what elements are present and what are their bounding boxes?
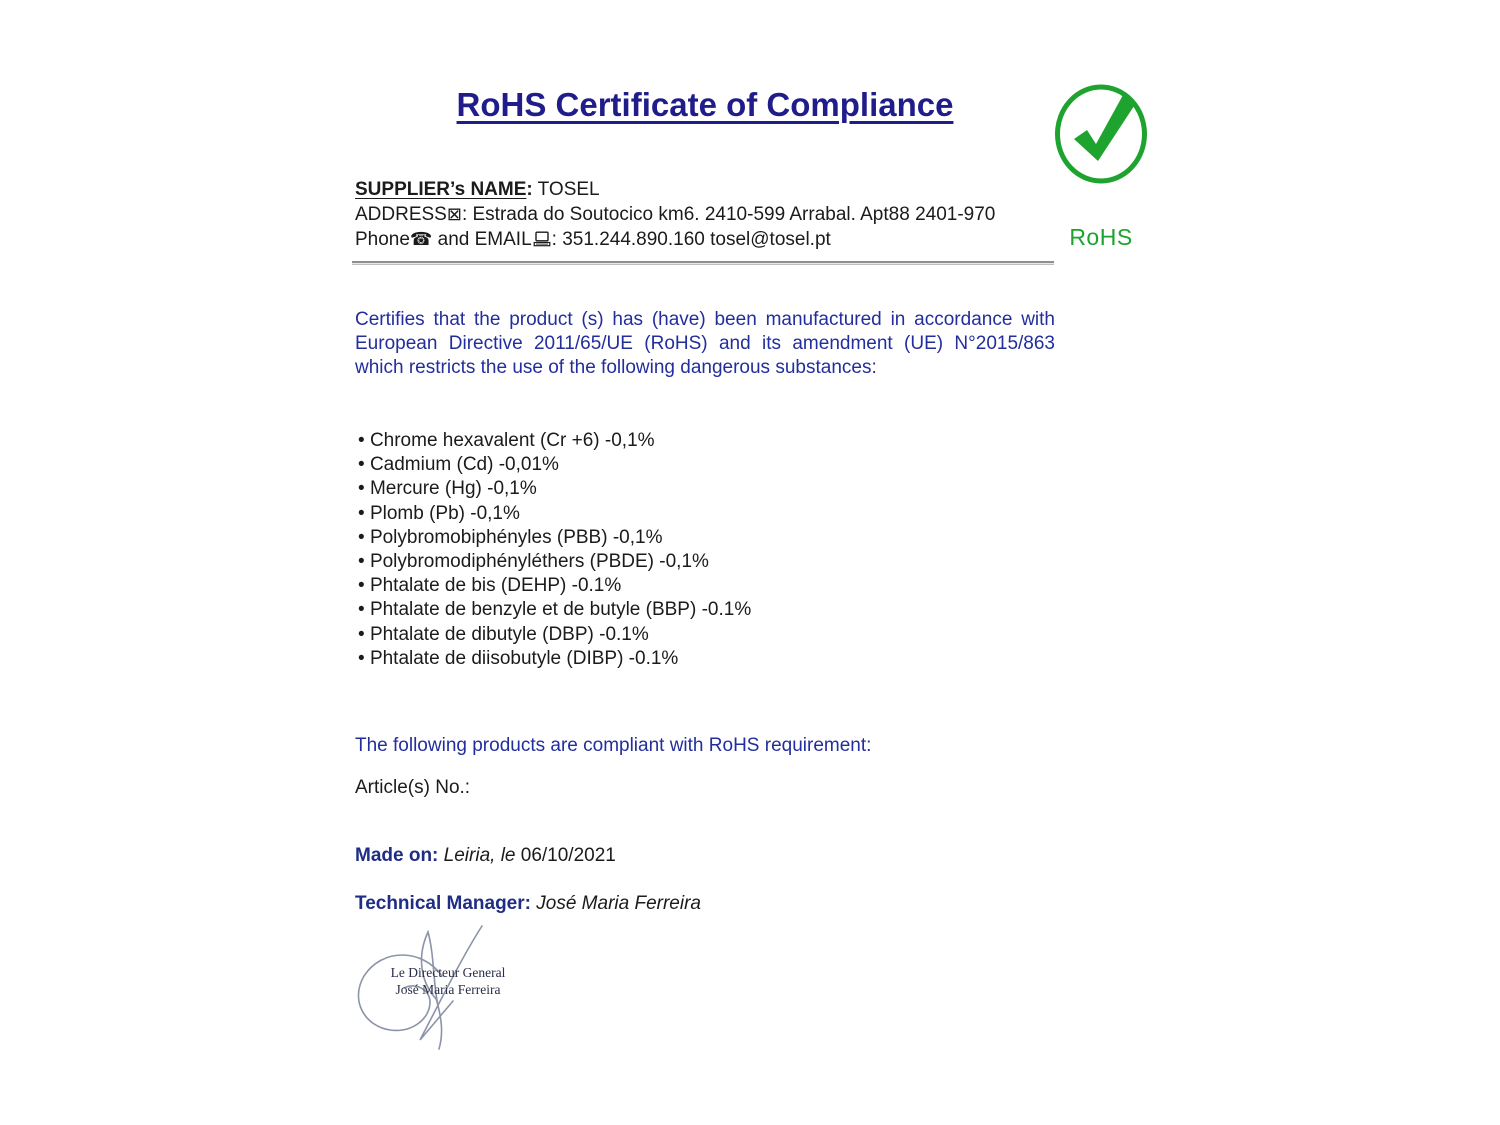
- rohs-logo-check-icon: [1054, 84, 1148, 184]
- made-on-date: 06/10/2021: [520, 845, 616, 866]
- supplier-address-line: [355, 202, 1055, 227]
- substance-item: • Phtalate de bis (DEHP) -0.1%: [358, 574, 1048, 598]
- made-on-line: [355, 845, 1055, 867]
- address-value: : Estrada do Soutocico km6. 2410-599 Arrabal. Apt88 2401-970: [461, 204, 996, 225]
- made-on-label: Made on:: [355, 845, 439, 866]
- products-compliant-line: The following products are compliant with RoHS requirement:: [355, 735, 872, 756]
- page-title: RoHS Certificate of Compliance: [456, 86, 954, 123]
- certification-paragraph: Certifies that the product (s) has (have) been manufactured in accordance with European Directive 2011/65/UE (RoHS) and its amendment (UE) N°2015/863 which restricts the use of the following dangerous substances:: [355, 309, 1055, 379]
- substance-item: • Phtalate de benzyle et de butyle (BBP) -0.1%: [358, 598, 1048, 622]
- signature-block: [350, 918, 520, 1058]
- address-label: ADDRESS: [355, 204, 447, 225]
- divider-rule: [352, 261, 1054, 265]
- signature-text: [388, 965, 508, 998]
- technical-manager-value: José Maria Ferreira: [530, 893, 701, 914]
- technical-manager-line: [355, 893, 1055, 915]
- phone-label: Phone: [355, 229, 410, 250]
- title-row: [355, 86, 1055, 124]
- substances-list: [358, 429, 1048, 671]
- supplier-name-colon: :: [526, 179, 533, 200]
- article-number-label: Article(s) No.:: [355, 777, 471, 798]
- signature-line2: José Maria Ferreira: [395, 981, 501, 997]
- rohs-logo: [1054, 84, 1148, 250]
- phone-icon: ☎: [409, 229, 433, 249]
- substance-item: • Polybromobiphényles (PBB) -0,1%: [358, 526, 1048, 550]
- signature-line1: Le Directeur General: [390, 965, 506, 980]
- supplier-name-line: [355, 178, 1055, 202]
- supplier-block: [355, 178, 1055, 252]
- envelope-icon: ⊠: [446, 204, 462, 224]
- made-on-place: Leiria, le: [438, 845, 521, 866]
- substance-item: • Polybromodiphényléthers (PBDE) -0,1%: [358, 550, 1048, 574]
- contact-value: : 351.244.890.160 tosel@tosel.pt: [551, 229, 831, 250]
- substance-item: • Cadmium (Cd) -0,01%: [358, 453, 1048, 477]
- substance-item: • Mercure (Hg) -0,1%: [358, 477, 1048, 501]
- substance-item: • Phtalate de dibutyle (DBP) -0.1%: [358, 623, 1048, 647]
- supplier-name-label: SUPPLIER’s NAME: [355, 179, 527, 200]
- substance-item: • Phtalate de diisobutyle (DIBP) -0.1%: [358, 647, 1048, 671]
- supplier-name-value: TOSEL: [532, 179, 600, 200]
- substance-item: • Chrome hexavalent (Cr +6) -0,1%: [358, 429, 1048, 453]
- substance-item: • Plomb (Pb) -0,1%: [358, 502, 1048, 526]
- computer-icon: [533, 231, 551, 247]
- email-label: and EMAIL: [432, 229, 532, 250]
- rohs-logo-label: RoHS: [1069, 224, 1133, 250]
- technical-manager-label: Technical Manager:: [355, 893, 531, 914]
- supplier-contact-line: [355, 227, 1055, 252]
